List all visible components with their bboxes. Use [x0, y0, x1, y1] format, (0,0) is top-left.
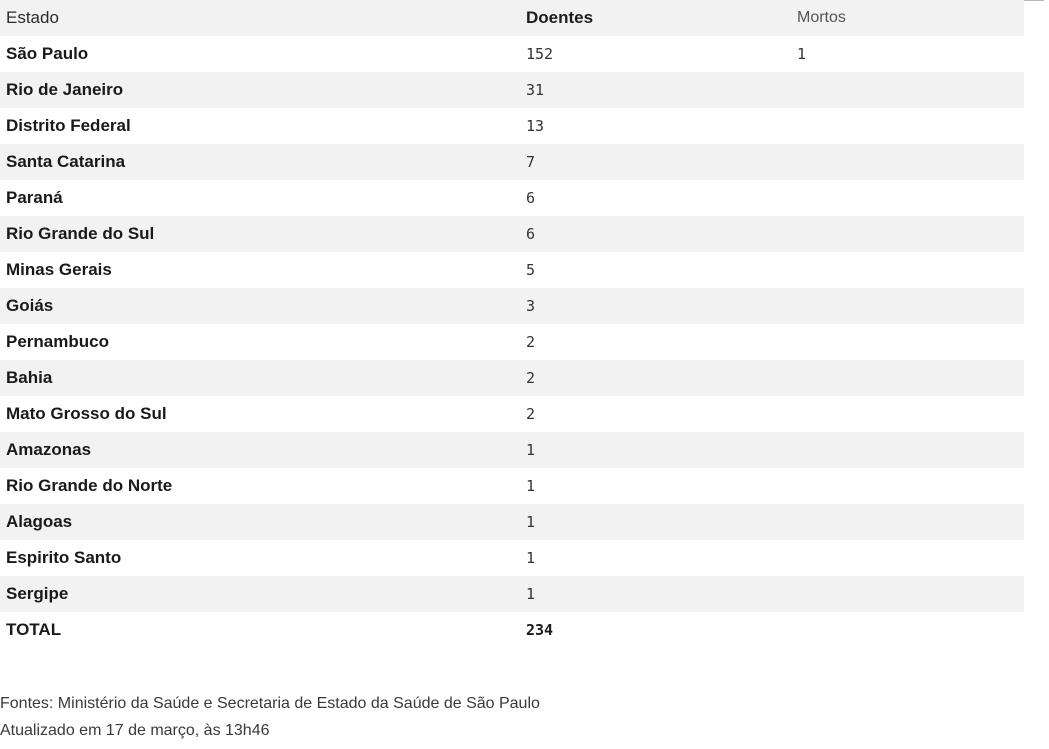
- table-row: [0, 180, 1024, 216]
- state-name: São Paulo: [0, 36, 520, 72]
- header-state: Estado: [0, 0, 520, 36]
- dead-count: [791, 432, 1024, 468]
- state-name: Santa Catarina: [0, 144, 520, 180]
- table-row: [0, 540, 1024, 576]
- sick-count: 6: [520, 180, 791, 216]
- dead-count: [791, 540, 1024, 576]
- sick-count: 1: [520, 504, 791, 540]
- state-name: Bahia: [0, 360, 520, 396]
- dead-count: [791, 360, 1024, 396]
- table-header-row: [0, 0, 1024, 36]
- state-name: Amazonas: [0, 432, 520, 468]
- table-row: [0, 468, 1024, 504]
- state-name: Rio Grande do Norte: [0, 468, 520, 504]
- sick-count: 1: [520, 432, 791, 468]
- table-row: [0, 504, 1024, 540]
- sick-count: 3: [520, 288, 791, 324]
- table-row: [0, 108, 1024, 144]
- table-row: [0, 288, 1024, 324]
- state-name: Goiás: [0, 288, 520, 324]
- state-name: Rio de Janeiro: [0, 72, 520, 108]
- table-row: [0, 144, 1024, 180]
- dead-count: [791, 144, 1024, 180]
- table-row: [0, 396, 1024, 432]
- dead-count: [791, 108, 1024, 144]
- state-name: Rio Grande do Sul: [0, 216, 520, 252]
- updated-note: Atualizado em 17 de março, às 13h46: [0, 722, 270, 739]
- state-name: Distrito Federal: [0, 108, 520, 144]
- table-footnotes: [0, 690, 540, 744]
- table-row: [0, 216, 1024, 252]
- table-row: [0, 252, 1024, 288]
- dead-count: [791, 72, 1024, 108]
- table-row: [0, 432, 1024, 468]
- state-name: Alagoas: [0, 504, 520, 540]
- sources-note: Fontes: Ministério da Saúde e Secretaria de Estado da Saúde de São Paulo: [0, 695, 540, 712]
- dead-count: [791, 504, 1024, 540]
- right-margin: [1044, 0, 1049, 749]
- sick-count: 5: [520, 252, 791, 288]
- dead-count: [791, 468, 1024, 504]
- state-name: Espirito Santo: [0, 540, 520, 576]
- table-row: [0, 324, 1024, 360]
- sick-count: 7: [520, 144, 791, 180]
- sick-count: 2: [520, 360, 791, 396]
- table-row: [0, 360, 1024, 396]
- sick-count: 31: [520, 72, 791, 108]
- sick-count: 6: [520, 216, 791, 252]
- state-name: Pernambuco: [0, 324, 520, 360]
- state-name: Minas Gerais: [0, 252, 520, 288]
- dead-count: [791, 396, 1024, 432]
- dead-count: [791, 288, 1024, 324]
- dead-count: [791, 324, 1024, 360]
- sick-count: 1: [520, 468, 791, 504]
- dead-count: [791, 180, 1024, 216]
- total-dead-count: [791, 612, 1024, 648]
- state-name: Paraná: [0, 180, 520, 216]
- dead-count: [791, 576, 1024, 612]
- state-name: Mato Grosso do Sul: [0, 396, 520, 432]
- sick-count: 1: [520, 540, 791, 576]
- table-row: [0, 72, 1024, 108]
- total-label: TOTAL: [0, 612, 520, 648]
- header-dead: Mortos: [791, 0, 1024, 36]
- table-row: [0, 36, 1024, 72]
- table-row: [0, 576, 1024, 612]
- dead-count: [791, 252, 1024, 288]
- total-row: [0, 612, 1024, 648]
- sick-count: 1: [520, 576, 791, 612]
- sick-count: 152: [520, 36, 791, 72]
- dead-count: 1: [791, 36, 1024, 72]
- dead-count: [791, 216, 1024, 252]
- sick-count: 2: [520, 324, 791, 360]
- state-name: Sergipe: [0, 576, 520, 612]
- sick-count: 13: [520, 108, 791, 144]
- total-sick-count: 234: [520, 612, 791, 648]
- sick-count: 2: [520, 396, 791, 432]
- header-sick: Doentes: [520, 0, 791, 36]
